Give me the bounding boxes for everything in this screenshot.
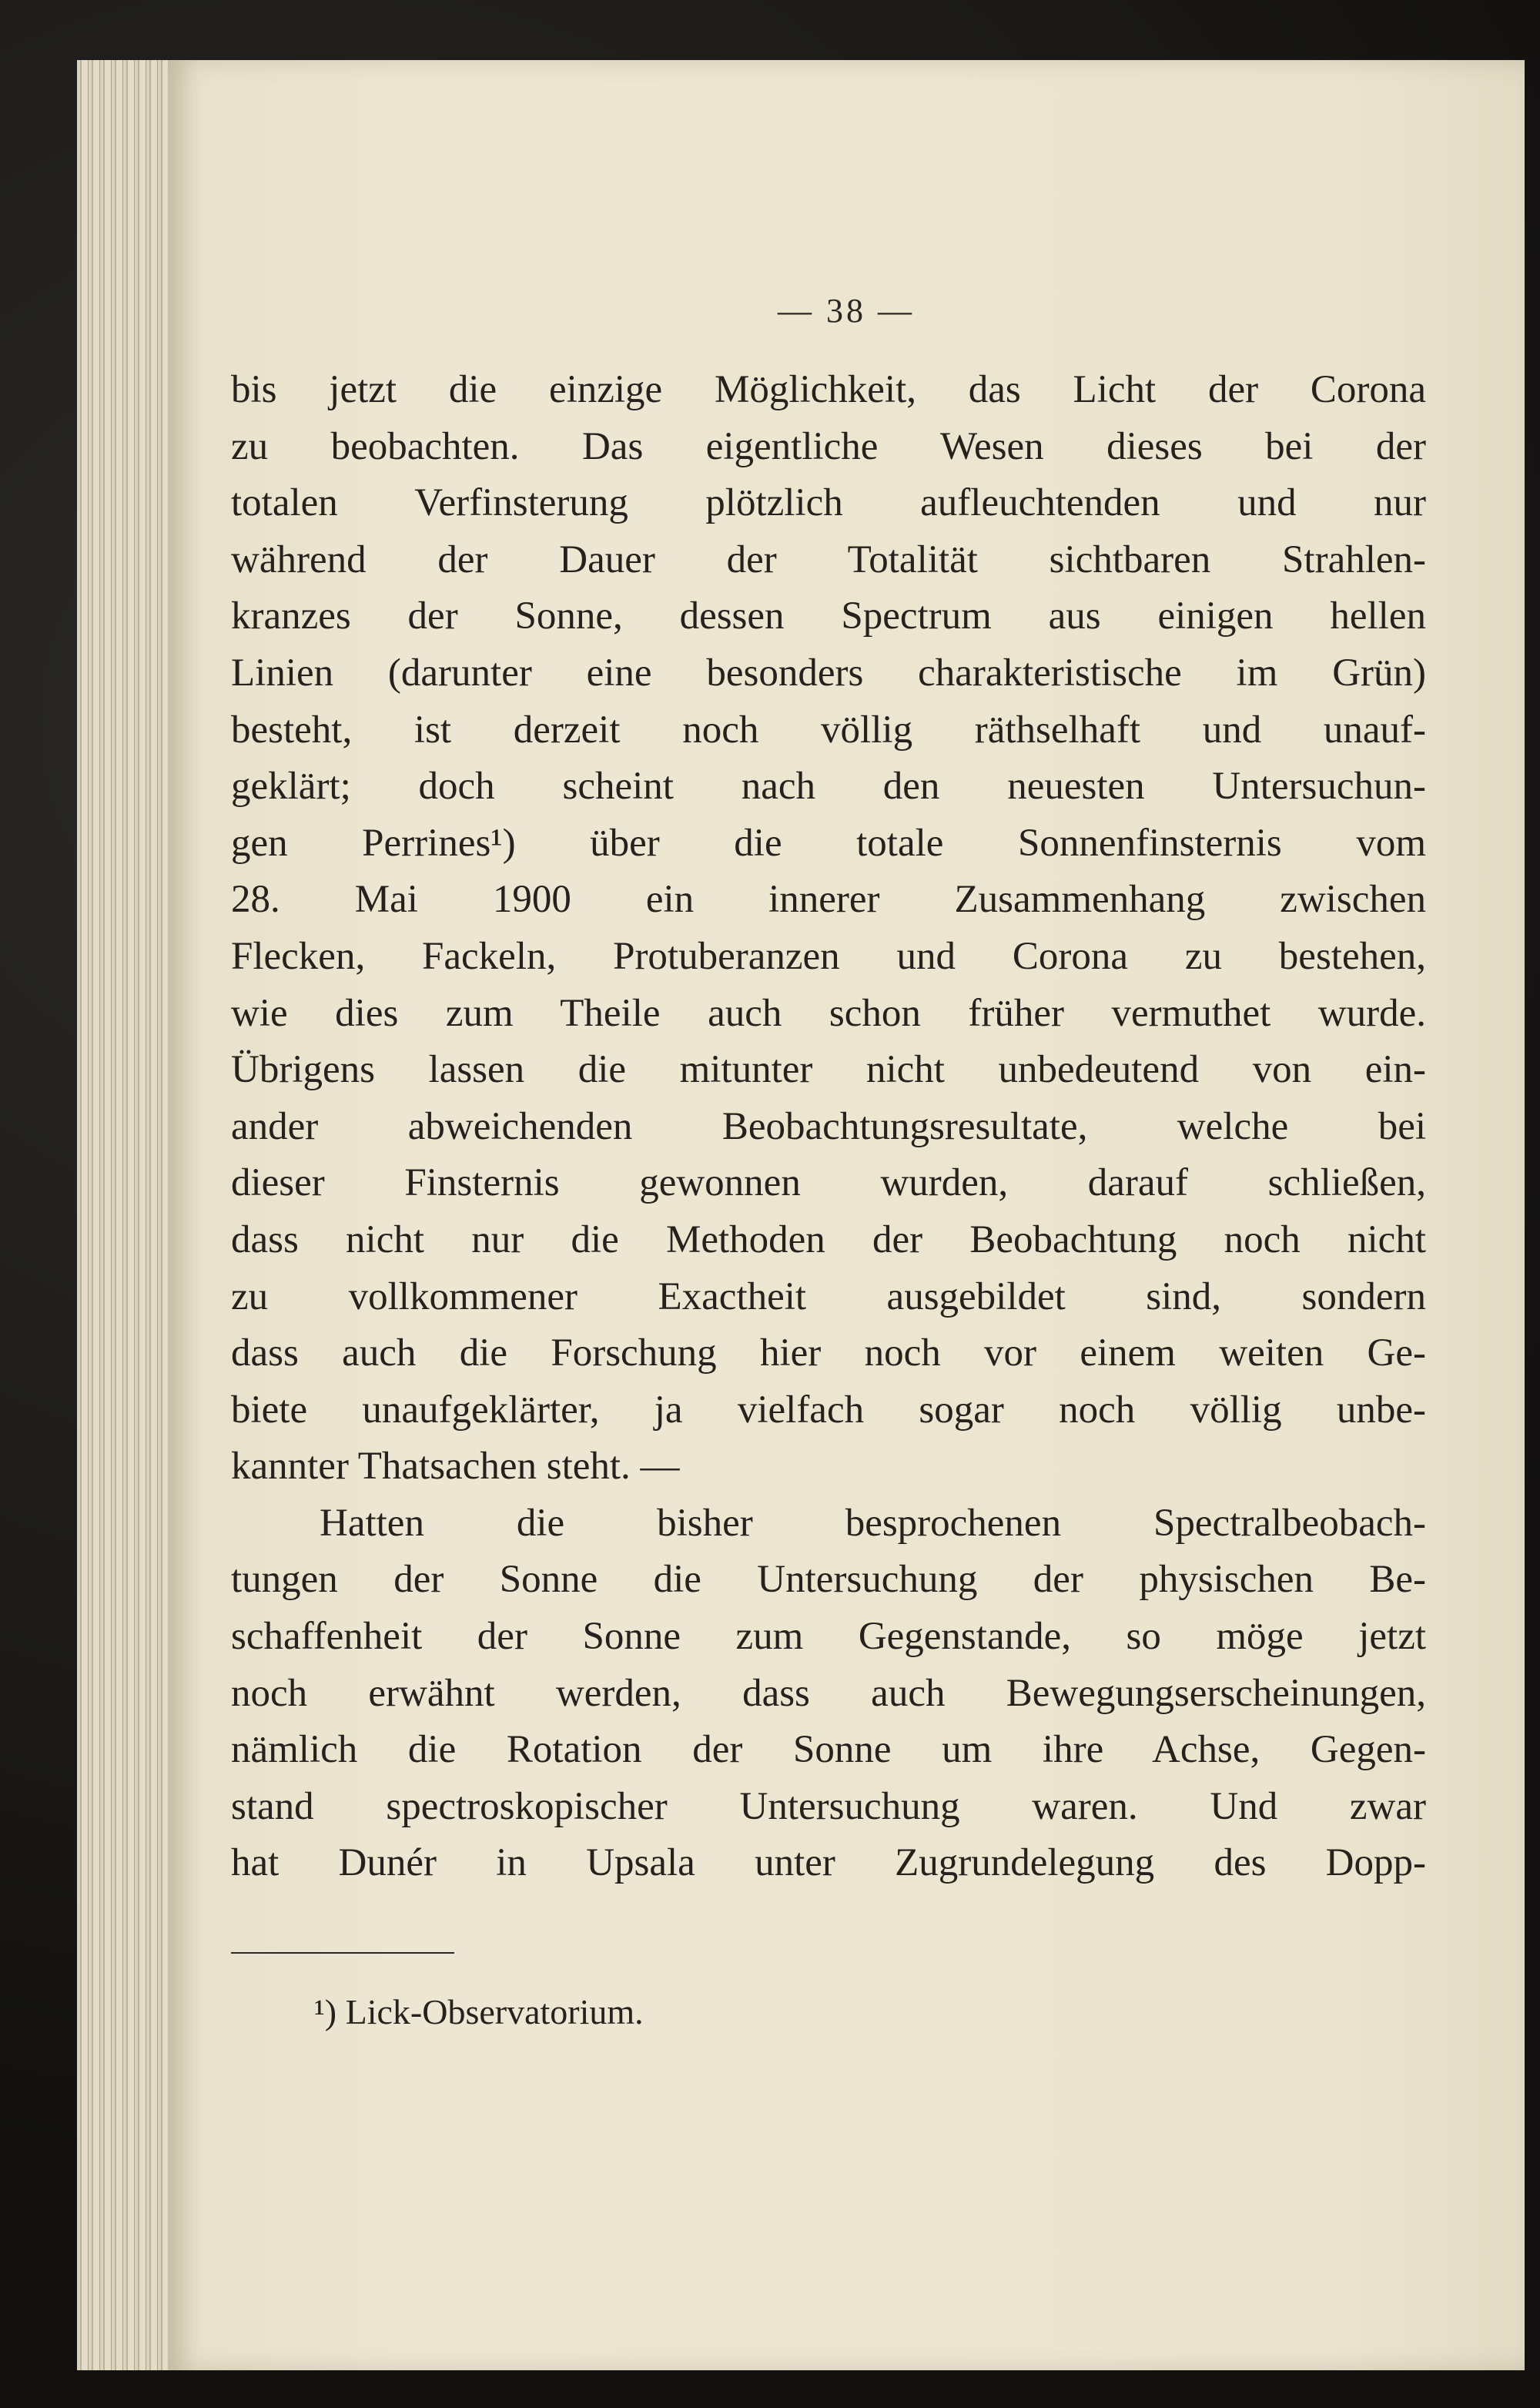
text-line: bis jetzt die einzige Möglichkeit, das Licht der Corona bbox=[231, 368, 1426, 411]
text-line: nämlich die Rotation der Sonne um ihre Achse, Gegen- bbox=[231, 1728, 1426, 1772]
text-line: biete unaufgeklärter, ja vielfach sogar noch völlig unbe- bbox=[231, 1388, 1426, 1432]
text-line: noch erwähnt werden, dass auch Bewegungserscheinungen, bbox=[231, 1671, 1426, 1715]
text-line: besteht, ist derzeit noch völlig räthselhaft und unauf- bbox=[231, 708, 1426, 752]
text-line: zu vollkommener Exactheit ausgebildet sind, sondern bbox=[231, 1274, 1426, 1318]
text-line: 28. Mai 1900 ein innerer Zusammenhang zwischen bbox=[231, 878, 1426, 922]
text-line: zu beobachten. Das eigentliche Wesen dieses bei der bbox=[231, 424, 1426, 468]
text-line: totalen Verfinsterung plötzlich aufleuchtenden und nur bbox=[231, 481, 1426, 525]
footnote-rule bbox=[231, 1952, 454, 1954]
footnote: ¹) Lick-Observatorium. bbox=[314, 1992, 644, 2031]
text-line: Hatten die bisher besprochenen Spectralbeobach- bbox=[320, 1501, 1426, 1545]
page-edges bbox=[77, 60, 177, 2370]
text-line: gen Perrines¹) über die totale Sonnenfinsternis vom bbox=[231, 821, 1426, 865]
text-line: Linien (darunter eine besonders charakteristische im Grün) bbox=[231, 651, 1426, 695]
text-line: kranzes der Sonne, dessen Spectrum aus einigen hellen bbox=[231, 594, 1426, 638]
text-line: dieser Finsternis gewonnen wurden, darauf schließen, bbox=[231, 1161, 1426, 1205]
text-line: schaffenheit der Sonne zum Gegenstande, so möge jetzt bbox=[231, 1615, 1426, 1659]
text-line: dass nicht nur die Methoden der Beobachtung noch nicht bbox=[231, 1217, 1426, 1261]
text-line: Flecken, Fackeln, Protuberanzen und Corona zu bestehen, bbox=[231, 934, 1426, 978]
text-line: kannter Thatsachen steht. — bbox=[231, 1445, 680, 1489]
text-line: geklärt; doch scheint nach den neuesten Untersuchun- bbox=[231, 765, 1426, 809]
text-line: tungen der Sonne die Untersuchung der physischen Be- bbox=[231, 1558, 1426, 1602]
text-line: während der Dauer der Totalität sichtbaren Strahlen- bbox=[231, 538, 1426, 581]
text-line: stand spectroskopischer Untersuchung waren. Und zwar bbox=[231, 1784, 1426, 1828]
text-line: ander abweichenden Beobachtungsresultate, welche bei bbox=[231, 1104, 1426, 1148]
text-line: hat Dunér in Upsala unter Zugrundelegung des Dopp- bbox=[231, 1841, 1426, 1885]
text-line: wie dies zum Theile auch schon früher vermuthet wurde. bbox=[231, 991, 1426, 1035]
text-line: dass auch die Forschung hier noch vor einem weiten Ge- bbox=[231, 1331, 1426, 1375]
text-line: Übrigens lassen die mitunter nicht unbedeutend von ein- bbox=[231, 1048, 1426, 1092]
page-number: — 38 — bbox=[778, 292, 915, 330]
body-text bbox=[231, 362, 1426, 1892]
